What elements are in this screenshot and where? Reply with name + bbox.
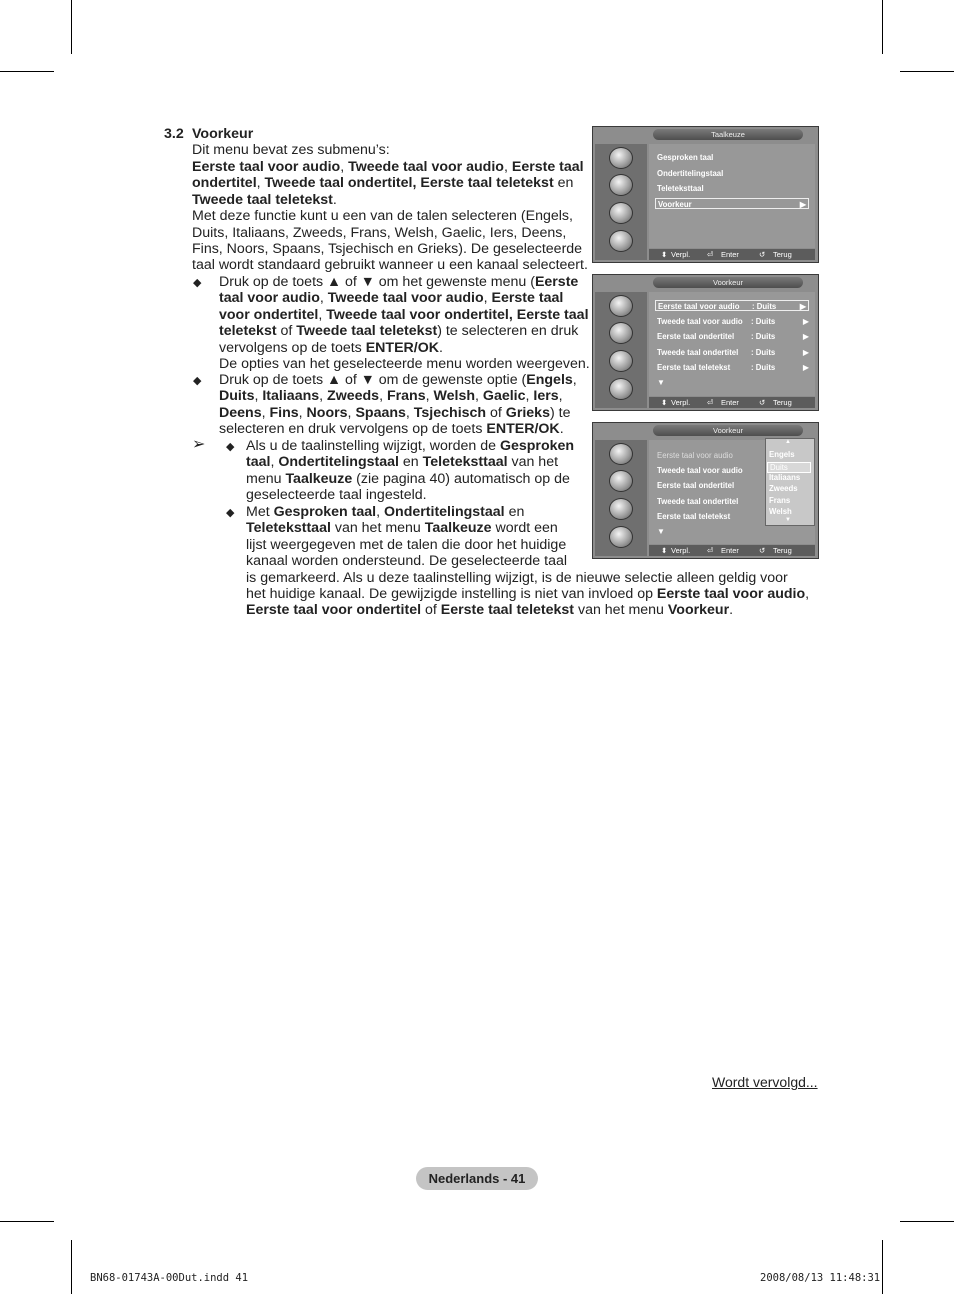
setup-menu-icon [609, 350, 633, 372]
arrow-right-icon: ▶ [802, 348, 809, 357]
text-run: . [559, 421, 564, 438]
submenu-list-line [192, 175, 573, 191]
text-run: . [439, 339, 443, 356]
section-title: Voorkeur [192, 126, 254, 142]
language-option[interactable]: Welsh [769, 507, 792, 516]
text-run: , [270, 454, 279, 471]
screen-title: Taalkeuze [653, 129, 803, 140]
text-line [219, 388, 563, 404]
bold-text: teletekst [219, 323, 277, 340]
bullet-icon: ◆ [193, 277, 202, 289]
bold-text: Teleteksttaal [246, 520, 331, 537]
crop-mark [0, 71, 54, 72]
text-run: of [486, 404, 506, 421]
bold-text: Tweede taal voor audio [348, 159, 504, 175]
text-run: kanaal worden ondersteund. De geselecteerde taal [246, 553, 568, 570]
menu-item-value: : Duits [751, 348, 776, 357]
scroll-down-icon[interactable]: ▼ [657, 378, 665, 387]
menu-item[interactable]: Tweede taal voor audio [657, 317, 743, 326]
bold-text: ENTER/OK [365, 339, 440, 356]
tv-menu-screen-taalkeuze [592, 126, 819, 263]
bold-text: Teleteksttaal [422, 454, 508, 471]
bold-text: Eerste taal [511, 159, 584, 175]
menu-item-selected[interactable] [655, 300, 809, 311]
text-run: ) te [549, 404, 571, 421]
bold-text: ENTER/OK [486, 421, 560, 438]
bold-text: Gesproken [499, 438, 575, 454]
text-run: , [319, 388, 328, 405]
return-icon: ↺ [759, 398, 766, 407]
text-run: en [553, 175, 574, 191]
text-run: , [425, 388, 434, 405]
move-icon: ⬍ [661, 398, 668, 407]
sound-menu-icon [609, 322, 633, 344]
text-line [219, 340, 443, 356]
bullet-icon: ◆ [226, 441, 235, 453]
text-run: , [525, 388, 534, 405]
bold-text: Ondertitelingstaal [384, 504, 505, 520]
enter-icon: ⏎ [707, 398, 714, 407]
bold-text: Eerste taal voor ondertitel [246, 602, 422, 619]
text-line [246, 504, 524, 520]
menu-item-value: : Duits [751, 363, 776, 372]
text-line [219, 274, 578, 290]
print-file-info: BN68-01743A-00Dut.indd 41 [90, 1272, 249, 1284]
menu-item[interactable]: Eerste taal voor audio [657, 451, 733, 460]
text-line [246, 487, 427, 503]
menu-item[interactable]: Eerste taal ondertitel [657, 481, 735, 490]
arrow-right-icon: ▶ [802, 332, 809, 341]
language-option[interactable]: Frans [769, 496, 791, 505]
text-run: . [332, 192, 337, 208]
text-run: ) te selecteren en druk [437, 323, 579, 340]
tv-menu-screen-voorkeur [592, 274, 819, 411]
bold-text: Eerste taal teletekst [440, 602, 575, 619]
screen-footer [649, 249, 815, 260]
text-run: , [318, 306, 327, 323]
text-run: van het [507, 454, 559, 471]
text-line [246, 520, 558, 536]
language-dropdown[interactable] [765, 438, 815, 526]
arrow-right-icon: ▶ [799, 200, 806, 209]
menu-item[interactable]: Eerste taal teletekst [657, 512, 731, 521]
description-line: Duits, Italiaans, Zweeds, Frans, Welsh, Gaelic, Iers, Deens, [192, 225, 567, 241]
menu-item[interactable]: Gesproken taal [657, 153, 714, 162]
bold-text: Eerste taal [491, 290, 564, 307]
language-option[interactable]: Zweeds [769, 484, 798, 493]
text-run: , [376, 504, 384, 520]
page-number-badge: Nederlands - 41 [416, 1167, 538, 1190]
menu-icon-panel [595, 292, 647, 408]
bold-text: Iers [533, 388, 559, 405]
enter-icon: ⏎ [707, 546, 714, 555]
text-line [219, 356, 590, 372]
language-option[interactable]: Engels [769, 450, 795, 459]
bold-text: Grieks [505, 404, 550, 421]
bold-text: Eerste taal voor audio [192, 159, 341, 175]
crop-mark [882, 1240, 883, 1294]
text-run: , [254, 388, 263, 405]
text-line [219, 405, 570, 421]
tv-menu-screen-voorkeur-dropdown [592, 422, 819, 559]
text-run: selecteren en druk vervolgens op de toets [219, 421, 487, 438]
text-run: , [805, 586, 810, 602]
description-line: Fins, Noors, Spaans, Tsjechisch en Grieks). De geselecteerde [192, 241, 583, 257]
text-run: of [276, 323, 297, 340]
menu-icon-panel [595, 440, 647, 556]
crop-mark [900, 1221, 954, 1222]
arrow-right-icon: ▶ [799, 302, 806, 311]
text-run: geselecteerde taal ingesteld. [246, 487, 427, 504]
text-run: en [398, 454, 423, 471]
bold-text: Frans [386, 388, 426, 405]
footer-enter-label: Enter [721, 250, 739, 259]
bold-text: Italiaans [262, 388, 320, 405]
submenu-list-line [192, 159, 584, 175]
text-run: , [503, 159, 512, 175]
text-run: , [379, 388, 387, 405]
crop-mark [71, 0, 72, 54]
text-line [246, 438, 574, 454]
menu-item[interactable]: Eerste taal ondertitel [657, 332, 735, 341]
text-line [246, 570, 788, 586]
footer-move-label: Verpl. [671, 250, 691, 259]
description-line: taal wordt standaard gebruikt wanneer u een kanaal selecteert. [192, 257, 588, 273]
footer-move-label: Verpl. [671, 546, 691, 555]
bold-text: Fins [269, 404, 299, 421]
text-run: Als u de taalinstelling wijzigt, worden de [246, 438, 500, 454]
menu-item[interactable]: Eerste taal teletekst [657, 363, 731, 372]
bold-text: Taalkeuze [424, 520, 492, 537]
return-icon: ↺ [759, 250, 766, 259]
picture-menu-icon [609, 443, 633, 465]
bold-text: Eerste taal teletekst [420, 175, 554, 191]
text-line [219, 372, 577, 388]
bold-text: voor ondertitel [219, 306, 319, 323]
text-run: , [405, 404, 414, 421]
text-run: het huidige kanaal. De gewijzigde instelling is niet van invloed op [246, 586, 657, 602]
text-run: , [483, 290, 492, 307]
bullet-icon: ◆ [226, 507, 235, 519]
setup-menu-icon [609, 498, 633, 520]
text-run: (zie pagina 40) automatisch op de [352, 470, 570, 487]
footer-move-label: Verpl. [671, 398, 691, 407]
text-run: Met [246, 504, 274, 520]
bold-text: Duits [219, 388, 255, 405]
text-line [246, 471, 570, 487]
bold-text: taal [246, 454, 271, 471]
move-icon: ⬍ [661, 250, 668, 259]
scroll-up-icon[interactable]: ▲ [785, 439, 791, 445]
setup-menu-icon [609, 202, 633, 224]
screen-footer [649, 545, 815, 556]
text-run: wordt een [491, 520, 558, 537]
menu-item-label: Eerste taal voor audio [658, 302, 740, 311]
bold-text: Gaelic [482, 388, 526, 405]
screen-title: Voorkeur [653, 425, 803, 436]
screen-title: Voorkeur [653, 277, 803, 288]
language-option[interactable]: Italiaans [769, 473, 801, 482]
text-run: van het menu [574, 602, 668, 619]
text-line [219, 307, 589, 323]
move-icon: ⬍ [661, 546, 668, 555]
menu-item[interactable]: Tweede taal ondertitel [657, 348, 739, 357]
section-intro: Dit menu bevat zes submenu’s: [192, 142, 390, 158]
input-menu-icon [609, 526, 633, 548]
bold-text: Welsh [433, 388, 476, 405]
bold-text: Tweede taal ondertitel, [264, 175, 417, 191]
bold-text: Zweeds [327, 388, 380, 405]
footer-enter-label: Enter [721, 398, 739, 407]
text-line [246, 454, 558, 470]
bold-text: Tweede taal voor ondertitel, Eerste taal [326, 306, 589, 323]
bold-text: taal voor audio [219, 290, 320, 307]
bold-text: Noors [306, 404, 348, 421]
crop-mark [882, 0, 883, 54]
menu-item-value: : Duits [751, 332, 776, 341]
scroll-down-icon[interactable]: ▼ [657, 527, 665, 536]
picture-menu-icon [609, 295, 633, 317]
bold-text: ondertitel [192, 175, 257, 191]
bold-text: Taalkeuze [285, 470, 353, 487]
text-run: , [298, 404, 307, 421]
text-line [219, 323, 578, 339]
bold-text: Tweede taal teletekst [192, 192, 333, 208]
footer-back-label: Terug [773, 398, 792, 407]
menu-item[interactable]: Teleteksttaal [657, 184, 704, 193]
text-line [246, 553, 567, 569]
bold-text: Tsjechisch [413, 404, 487, 421]
menu-content [649, 292, 815, 396]
menu-content [649, 144, 815, 248]
language-option-selected[interactable]: Duits [767, 462, 811, 473]
note-arrow-icon: ➢ [192, 436, 206, 453]
menu-item-value: : Duits [751, 317, 776, 326]
text-line [246, 602, 733, 618]
menu-item-label: Voorkeur [658, 200, 692, 209]
text-run: , [319, 290, 328, 307]
menu-item[interactable]: Tweede taal voor audio [657, 466, 743, 475]
crop-mark [0, 1221, 54, 1222]
bold-text: Engels [526, 372, 573, 388]
section-number: 3.2 [164, 126, 184, 142]
text-run: of [421, 602, 441, 619]
return-icon: ↺ [759, 546, 766, 555]
text-run: van het menu [330, 520, 425, 537]
text-run: en [504, 504, 525, 520]
bold-text: Gesproken taal [273, 504, 377, 520]
sound-menu-icon [609, 470, 633, 492]
bold-text: Eerste taal voor audio [656, 586, 806, 602]
continued-link: Wordt vervolgd... [712, 1074, 818, 1090]
print-date-info: 2008/08/13 11:48:31 [760, 1272, 881, 1284]
sound-menu-icon [609, 174, 633, 196]
scroll-down-icon[interactable]: ▼ [785, 517, 791, 523]
menu-item-selected[interactable] [655, 198, 809, 209]
text-run: vervolgens op de toets [219, 339, 366, 356]
menu-icon-panel [595, 144, 647, 260]
footer-enter-label: Enter [721, 546, 739, 555]
menu-item-value: : Duits [752, 302, 777, 311]
input-menu-icon [609, 230, 633, 252]
bold-text: Spaans [355, 404, 406, 421]
text-run: , [347, 404, 356, 421]
footer-back-label: Terug [773, 546, 792, 555]
crop-mark [71, 1240, 72, 1294]
text-run: , [340, 159, 349, 175]
bold-text: Eerste [534, 274, 579, 290]
bold-text: Ondertitelingstaal [278, 454, 399, 471]
text-run: De opties van het geselecteerde menu worden weergeven. [219, 356, 590, 372]
text-run: is gemarkeerd. Als u deze taalinstelling wijzigt, is de nieuwe selectie alleen geldig voor [246, 569, 788, 586]
bullet-icon: ◆ [193, 375, 202, 387]
text-run: , [558, 388, 563, 405]
bold-text: Voorkeur [667, 602, 730, 619]
bold-text: Tweede taal voor audio [327, 290, 484, 307]
footer-back-label: Terug [773, 250, 792, 259]
bold-text: Deens [219, 404, 262, 421]
text-run: , [475, 388, 483, 405]
input-menu-icon [609, 378, 633, 400]
text-run: , [256, 175, 265, 191]
arrow-right-icon: ▶ [802, 363, 809, 372]
text-run: Druk op de toets ▲ of ▼ om de gewenste optie ( [219, 372, 527, 388]
text-run: menu [246, 470, 286, 487]
text-line [219, 421, 564, 437]
arrow-right-icon: ▶ [802, 317, 809, 326]
bold-text: Tweede taal teletekst [296, 323, 438, 340]
enter-icon: ⏎ [707, 250, 714, 259]
menu-item[interactable]: Tweede taal ondertitel [657, 497, 739, 506]
crop-mark [900, 71, 954, 72]
text-run: Druk op de toets ▲ of ▼ om het gewenste menu ( [219, 274, 535, 290]
menu-item[interactable]: Ondertitelingstaal [657, 169, 724, 178]
screen-footer [649, 397, 815, 408]
text-line [219, 290, 563, 306]
text-run: lijst weergegeven met de talen die door het huidige [246, 536, 567, 553]
submenu-list-line [192, 192, 337, 208]
text-run: . [729, 602, 734, 619]
picture-menu-icon [609, 147, 633, 169]
text-line [246, 586, 809, 602]
text-run: , [261, 404, 270, 421]
text-run: , [572, 372, 577, 388]
description-line: Met deze functie kunt u een van de talen selecteren (Engels, [192, 208, 573, 224]
text-line [246, 537, 566, 553]
